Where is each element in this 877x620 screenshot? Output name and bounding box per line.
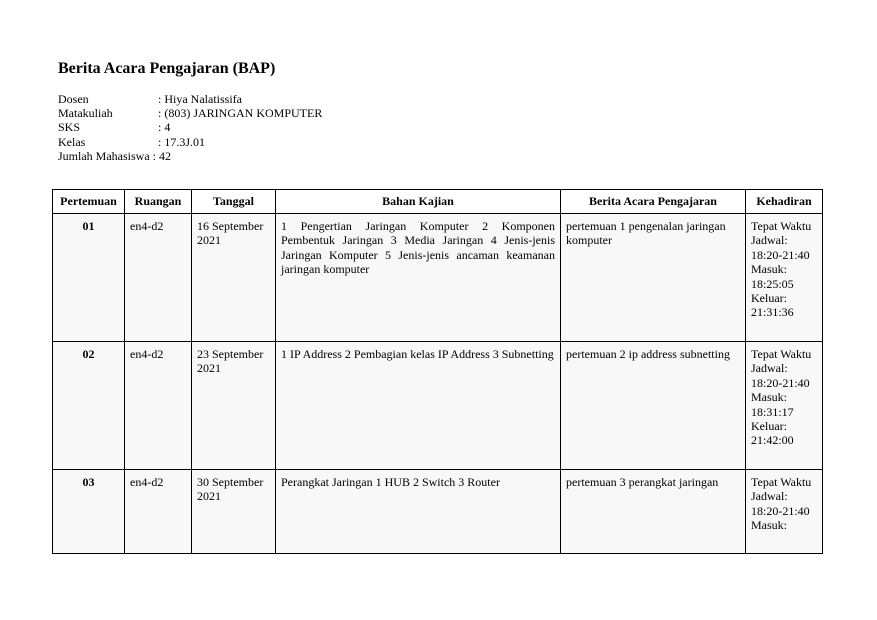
info-value: : (803) JARINGAN KOMPUTER: [158, 106, 323, 121]
kehadiran-status: Tepat Waktu: [751, 219, 812, 233]
table-header-row: [53, 190, 823, 214]
table-row: [53, 214, 823, 342]
info-label: Matakuliah: [58, 106, 113, 121]
info-row-matakuliah: [58, 106, 322, 120]
info-value: : 17.3J.01: [158, 134, 206, 149]
cell-ruangan: en4-d2: [125, 470, 192, 554]
kehadiran-jadwal: Jadwal: 18:20-21:40: [751, 361, 810, 390]
cell-bahan-kajian: 1 IP Address 2 Pembagian kelas IP Address 3 Subnetting: [276, 342, 561, 470]
cell-pertemuan: 02: [53, 342, 125, 470]
info-label: Jumlah Mahasiswa: [58, 148, 150, 163]
cell-pertemuan: 01: [53, 214, 125, 342]
info-value: : Hiya Nalatissifa: [158, 92, 242, 106]
kehadiran-status: Tepat Waktu: [751, 347, 812, 361]
header-berita-acara: Berita Acara Pengajaran: [561, 190, 746, 214]
info-row-dosen: [58, 92, 322, 106]
cell-bahan-kajian: 1 Pengertian Jaringan Komputer 2 Komponen Pembentuk Jaringan 3 Media Jaringan 4 Jenis-jenis Jaringan Komputer 5 Jenis-jenis ancaman keamanan jaringan komputer: [276, 214, 561, 342]
cell-tanggal: 23 September 2021: [192, 342, 276, 470]
header-ruangan: Ruangan: [125, 190, 192, 214]
cell-kehadiran: [746, 342, 823, 470]
cell-kehadiran: [746, 214, 823, 342]
header-kehadiran: Kehadiran: [746, 190, 823, 214]
kehadiran-masuk: Masuk:: [751, 518, 787, 533]
cell-tanggal: 16 September 2021: [192, 214, 276, 342]
info-row-jumlah-mahasiswa: [58, 149, 322, 163]
table-row: [53, 342, 823, 470]
kehadiran-keluar: Keluar: 21:42:00: [751, 419, 794, 448]
kehadiran-jadwal: Jadwal: 18:20-21:40: [751, 233, 810, 262]
cell-berita-acara: pertemuan 2 ip address subnetting: [561, 342, 746, 470]
info-row-sks: [58, 120, 322, 134]
cell-kehadiran: [746, 470, 823, 554]
header-bahan-kajian: Bahan Kajian: [276, 190, 561, 214]
bap-table: [52, 189, 823, 554]
kehadiran-masuk: Masuk: 18:25:05: [751, 262, 794, 291]
info-label: Kelas: [58, 134, 86, 149]
cell-pertemuan: 03: [53, 470, 125, 554]
cell-berita-acara: pertemuan 3 perangkat jaringan: [561, 470, 746, 554]
document-title: Berita Acara Pengajaran (BAP): [58, 60, 276, 77]
cell-tanggal: 30 September 2021: [192, 470, 276, 554]
info-label: SKS: [58, 120, 81, 135]
table-row: [53, 470, 823, 554]
course-info: [58, 92, 322, 163]
info-value: : 42: [152, 148, 171, 163]
cell-ruangan: en4-d2: [125, 342, 192, 470]
cell-berita-acara: pertemuan 1 pengenalan jaringan komputer: [561, 214, 746, 342]
cell-bahan-kajian: Perangkat Jaringan 1 HUB 2 Switch 3 Router: [276, 470, 561, 554]
info-label: Dosen: [58, 92, 89, 106]
kehadiran-jadwal: Jadwal: 18:20-21:40: [751, 489, 810, 518]
kehadiran-keluar: Keluar: 21:31:36: [751, 291, 794, 320]
info-value: : 4: [158, 120, 171, 135]
kehadiran-status: Tepat Waktu: [751, 475, 812, 489]
cell-ruangan: en4-d2: [125, 214, 192, 342]
header-pertemuan: Pertemuan: [53, 190, 125, 214]
info-row-kelas: [58, 135, 322, 149]
header-tanggal: Tanggal: [192, 190, 276, 214]
kehadiran-masuk: Masuk: 18:31:17: [751, 390, 794, 419]
